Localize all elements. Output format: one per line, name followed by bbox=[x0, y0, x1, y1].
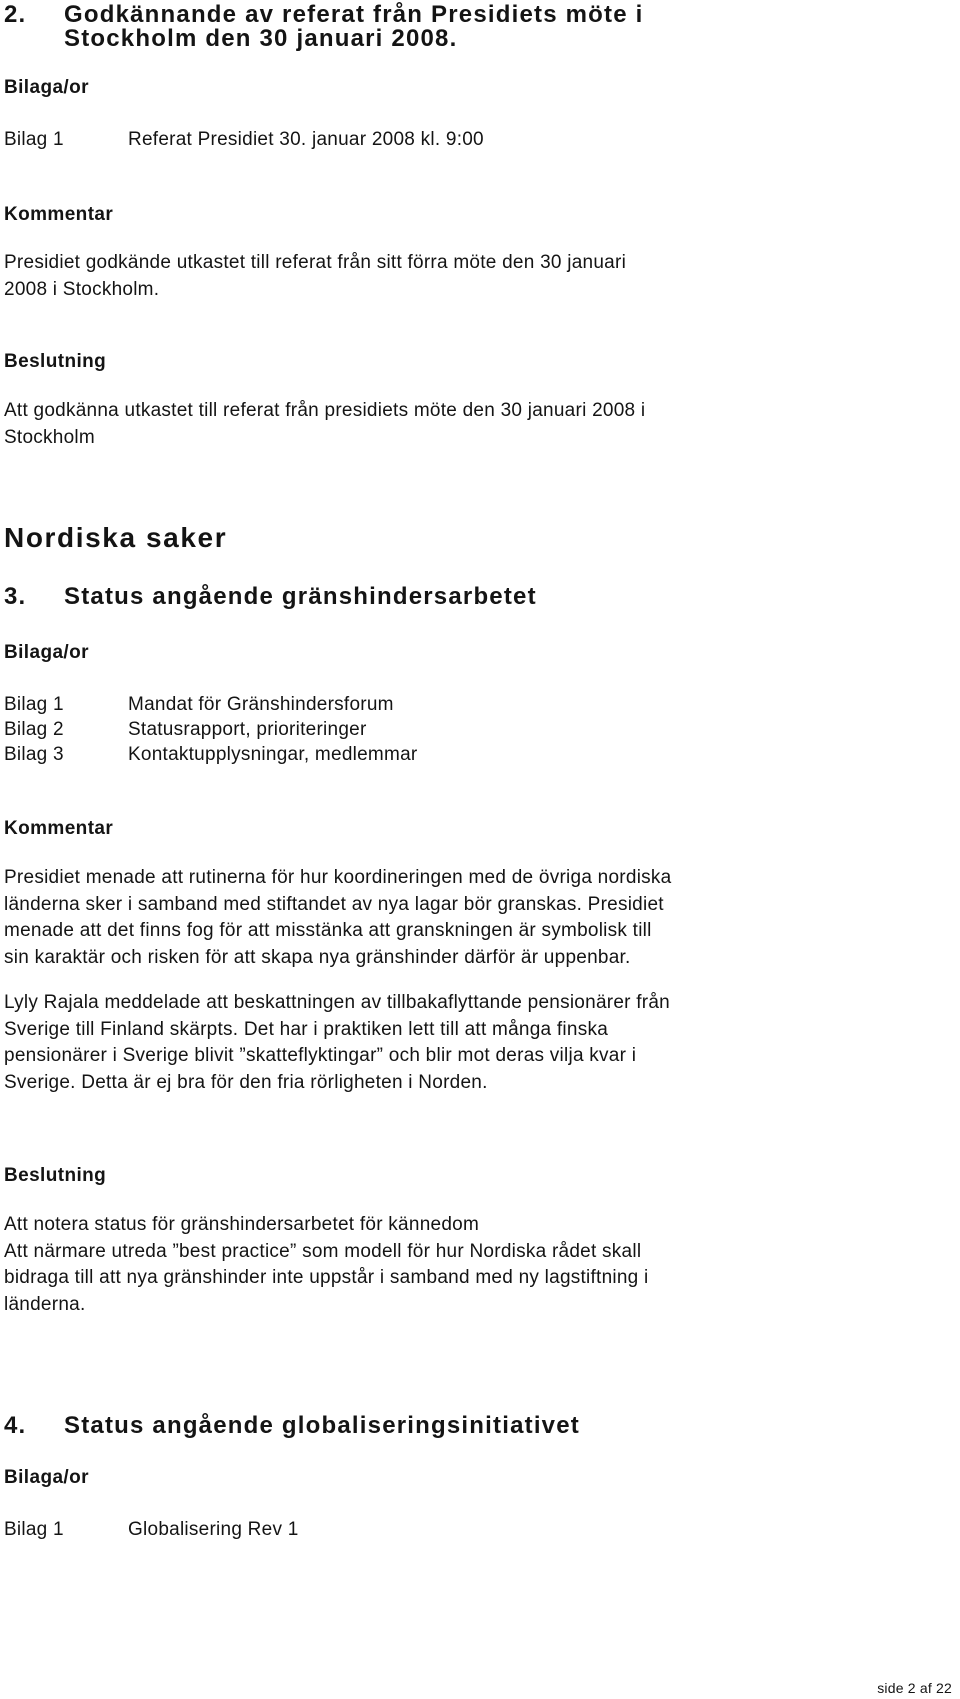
section-4-attachment-text: Globalisering Rev 1 bbox=[128, 1519, 299, 1540]
section-3-comment-line: Sverige till Finland skärpts. Det har i praktiken lett till att många finska bbox=[4, 1018, 609, 1040]
section-3-comment-line: sin karaktär och risken för att skapa nya gränshinder därför är uppenbar. bbox=[4, 946, 631, 968]
section-3-comment-paragraph-1 bbox=[4, 865, 944, 971]
section-2-attachment-label: Bilag 1 bbox=[4, 129, 64, 150]
section-2-comment-line: 2008 i Stockholm. bbox=[4, 278, 160, 300]
section-3-decision-line: Att närmare utreda ”best practice” som modell för hur Nordiska rådet skall bbox=[4, 1240, 642, 1262]
section-2-attachments-heading: Bilaga/or bbox=[4, 77, 89, 98]
section-4-title: Status angående globaliseringsinitiativet bbox=[64, 1412, 580, 1439]
section-3-attachment-label: Bilag 2 bbox=[4, 719, 64, 740]
section-2-decision bbox=[4, 398, 944, 451]
section-2-decision-heading: Beslutning bbox=[4, 351, 107, 372]
section-3-number: 3. bbox=[4, 583, 27, 610]
section-2-number: 2. bbox=[4, 1, 27, 28]
section-3-comment-line: Presidiet menade att rutinerna för hur koordineringen med de övriga nordiska bbox=[4, 867, 672, 888]
section-3-title: Status angående gränshindersarbetet bbox=[64, 583, 537, 610]
section-3-decision-line: bidraga till att nya gränshinder inte uppstår i samband med ny lagstiftning i bbox=[4, 1267, 649, 1288]
section-3-decision-line: Att notera status för gränshindersarbetet för kännedom bbox=[4, 1214, 480, 1235]
section-3-comment-line: länderna sker i samband med stiftandet av nya lagar bör granskas. Presidiet bbox=[4, 893, 664, 915]
section-3-comment-line: Lyly Rajala meddelade att beskattningen av tillbakaflyttande pensionärer från bbox=[4, 992, 671, 1013]
section-2-decision-line: Att godkänna utkastet till referat från presidiets möte den 30 januari 2008 i bbox=[4, 400, 646, 421]
part-heading: Nordiska saker bbox=[4, 522, 228, 553]
section-3-decision-heading: Beslutning bbox=[4, 1165, 107, 1186]
section-3-attachment-label: Bilag 1 bbox=[4, 694, 64, 715]
section-3-attachments-heading: Bilaga/or bbox=[4, 642, 89, 663]
section-3-comment-paragraph-2 bbox=[4, 990, 944, 1096]
section-3-decision-line: länderna. bbox=[4, 1293, 86, 1315]
section-3-comment-line: pensionärer i Sverige blivit ”skatteflyktingar” och blir mot deras vilja kvar i bbox=[4, 1045, 637, 1066]
section-3-decision bbox=[4, 1212, 944, 1318]
section-3-comment-heading: Kommentar bbox=[4, 818, 114, 839]
section-4-attachment-label: Bilag 1 bbox=[4, 1519, 64, 1540]
section-3-attachment-text: Kontaktupplysningar, medlemmar bbox=[128, 744, 418, 765]
section-3-attachment-text: Statusrapport, prioriteringer bbox=[128, 719, 367, 740]
section-2-title-line-2: Stockholm den 30 januari 2008. bbox=[64, 25, 458, 52]
section-2-comment-heading: Kommentar bbox=[4, 204, 114, 225]
section-3-comment-line: Sverige. Detta är ej bra för den fria rörligheten i Norden. bbox=[4, 1071, 488, 1093]
section-4-number: 4. bbox=[4, 1412, 27, 1439]
section-3-attachment-label: Bilag 3 bbox=[4, 744, 64, 765]
section-2-title-line-1: Godkännande av referat från Presidiets möte i bbox=[64, 1, 644, 28]
section-4-attachments-heading: Bilaga/or bbox=[4, 1467, 89, 1488]
section-2-comment bbox=[4, 250, 944, 303]
section-3-attachment-text: Mandat för Gränshindersforum bbox=[128, 694, 394, 715]
section-2-decision-line: Stockholm bbox=[4, 426, 95, 448]
section-2-comment-line: Presidiet godkände utkastet till referat från sitt förra möte den 30 januari bbox=[4, 252, 627, 273]
page-number-footer: side 2 af 22 bbox=[877, 1680, 952, 1696]
section-3-comment-line: menade att det finns fog för att misstänka att granskningen är symbolisk till bbox=[4, 920, 652, 941]
section-2-attachment-text: Referat Presidiet 30. januar 2008 kl. 9:00 bbox=[128, 129, 484, 150]
